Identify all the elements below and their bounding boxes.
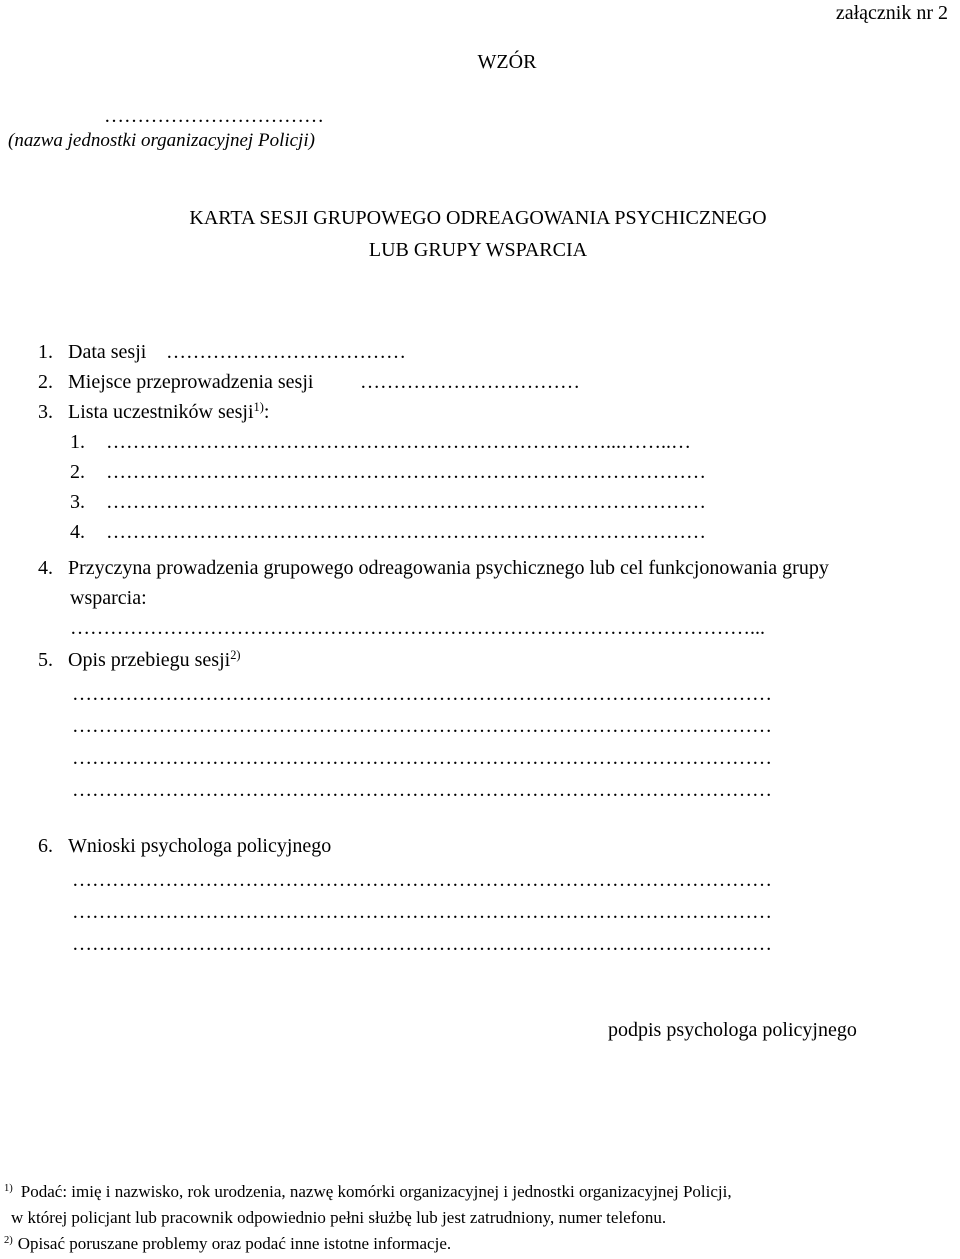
item-6-line-1: ……………………………………………………………………………………………: [72, 869, 772, 891]
footnote-1-row: [4, 1182, 732, 1202]
item-2-label: Miejsce przeprowadzenia sesji: [68, 371, 314, 393]
participant-4-number: 4.: [70, 521, 85, 543]
participant-2-dots: ………………………………………………………………………………: [106, 461, 706, 483]
footnote-1-mark: 1): [4, 1183, 13, 1195]
participant-2-number: 2.: [70, 461, 85, 483]
item-1-label: Data sesji: [68, 341, 147, 363]
item-2-dots: ……………………………: [360, 371, 580, 393]
item-3-number: 3.: [38, 401, 53, 423]
participant-1-dots: …………………………………………………………………...……..…: [106, 431, 691, 453]
unit-name-dots: ……………………………: [104, 105, 324, 127]
footnote-1-line1: Podać: imię i nazwisko, rok urodzenia, nazwę komórki organizacyjnej i jednostki organizacyjnej Policji,: [20, 1182, 732, 1201]
item-5-label-row: [68, 648, 241, 672]
participant-3-dots: ………………………………………………………………………………: [106, 491, 706, 513]
item-6-line-2: ……………………………………………………………………………………………: [72, 901, 772, 923]
item-4-label-line1: Przyczyna prowadzenia grupowego odreagowania psychicznego lub cel funkcjonowania grupy: [68, 557, 829, 579]
item-4-number: 4.: [38, 557, 53, 579]
item-4-label-line2: wsparcia:: [70, 587, 147, 609]
footnote-2-mark: 2): [4, 1235, 13, 1247]
item-4-dots: …………………………………………………………………………………………...: [70, 617, 765, 639]
unit-name-caption: (nazwa jednostki organizacyjnej Policji): [8, 130, 315, 151]
form-title-line2: LUB GRUPY WSPARCIA: [368, 239, 588, 261]
item-5-line-2: ……………………………………………………………………………………………: [72, 715, 772, 737]
item-6-line-3: ……………………………………………………………………………………………: [72, 933, 772, 955]
annex-label: załącznik nr 2: [835, 2, 948, 24]
item-3-colon: :: [263, 401, 270, 423]
signature-label: podpis psychologa policyjnego: [608, 1019, 857, 1041]
item-2-number: 2.: [38, 371, 53, 393]
footnote-2-row: [4, 1234, 451, 1254]
footnote-2-text: Opisać poruszane problemy oraz podać inne istotne informacje.: [17, 1234, 452, 1253]
footnote-ref-2: 2): [230, 648, 241, 663]
item-6-label: Wnioski psychologa policyjnego: [68, 835, 332, 857]
item-3-label: Lista uczestników sesji: [68, 401, 254, 423]
item-1-number: 1.: [38, 341, 53, 363]
footnote-1-line2: w której policjant lub pracownik odpowiednio pełni służbę lub jest zatrudniony, numer telefonu.: [11, 1208, 667, 1227]
item-3-label-row: [68, 400, 269, 424]
form-title-line1: KARTA SESJI GRUPOWEGO ODREAGOWANIA PSYCHICZNEGO: [189, 207, 767, 229]
participant-3-number: 3.: [70, 491, 85, 513]
template-heading: WZÓR: [477, 51, 537, 73]
item-5-line-3: ……………………………………………………………………………………………: [72, 747, 772, 769]
item-5-label: Opis przebiegu sesji: [68, 649, 231, 671]
item-5-line-4: ……………………………………………………………………………………………: [72, 779, 772, 801]
footnote-ref-1: 1): [253, 400, 264, 415]
item-5-line-1: ……………………………………………………………………………………………: [72, 683, 772, 705]
item-1-dots: ………………………………: [166, 341, 406, 363]
participant-1-number: 1.: [70, 431, 85, 453]
participant-4-dots: ………………………………………………………………………………: [106, 521, 706, 543]
item-5-number: 5.: [38, 649, 53, 671]
item-6-number: 6.: [38, 835, 53, 857]
